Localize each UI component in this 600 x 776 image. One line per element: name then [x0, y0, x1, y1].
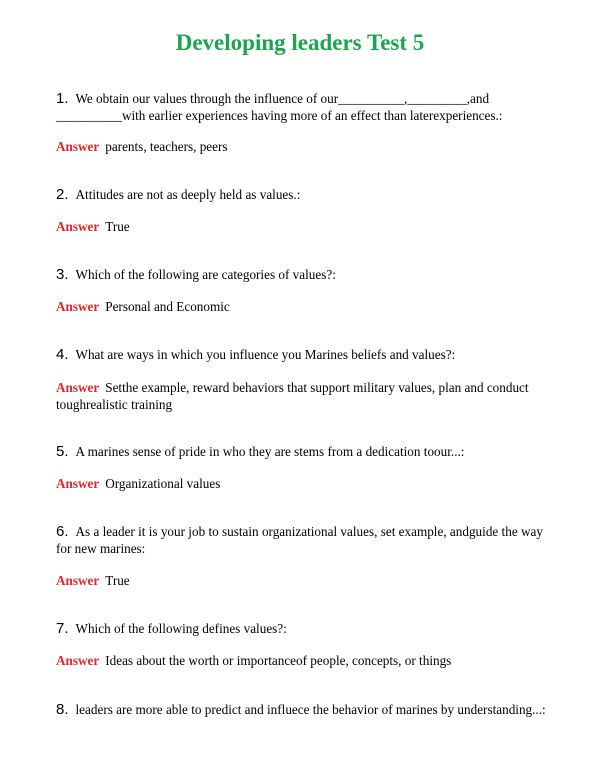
question-number: 4.	[56, 346, 69, 363]
answer-text: Organizational values	[105, 476, 221, 491]
answer-label: Answer	[56, 476, 100, 491]
question-2	[56, 186, 556, 203]
question-number: 6.	[56, 523, 69, 540]
answer-label: Answer	[56, 299, 100, 314]
answer-text: parents, teachers, peers	[105, 139, 228, 154]
answer-text: Personal and Economic	[105, 299, 230, 314]
answer-text: Setthe example, reward behaviors that support military values, plan and conduct toughrealistic training	[56, 380, 529, 412]
answer-label: Answer	[56, 139, 100, 154]
question-number: 8.	[56, 701, 69, 718]
answer-label: Answer	[56, 653, 100, 668]
answer-label: Answer	[56, 219, 100, 234]
question-number: 5.	[56, 443, 69, 460]
question-8	[56, 701, 556, 718]
answer-label: Answer	[56, 573, 100, 588]
answer-2	[56, 218, 556, 235]
question-number: 1.	[56, 90, 69, 107]
question-5	[56, 443, 556, 460]
answer-label: Answer	[56, 380, 100, 395]
question-text: Which of the following defines values?:	[75, 621, 287, 636]
answer-text: Ideas about the worth or importanceof people, concepts, or things	[105, 653, 452, 668]
question-6	[56, 523, 556, 557]
question-text: leaders are more able to predict and influece the behavior of marines by understanding...:	[75, 702, 546, 717]
question-text: What are ways in which you influence you Marines beliefs and values?:	[75, 347, 456, 362]
answer-3	[56, 298, 556, 315]
question-text: We obtain our values through the influence of our__________,_________,and __________with earlier experiences having more of an effect than laterexperiences.:	[56, 91, 503, 123]
answer-text: True	[105, 219, 130, 234]
page-title: Developing leaders Test 5	[175, 30, 425, 55]
question-7	[56, 620, 556, 637]
question-number: 2.	[56, 186, 69, 203]
answer-1	[56, 138, 556, 155]
question-number: 3.	[56, 266, 69, 283]
question-text: Attitudes are not as deeply held as values.:	[75, 187, 301, 202]
question-text: A marines sense of pride in who they are stems from a dedication toour...:	[75, 444, 465, 459]
question-1	[56, 90, 556, 124]
answer-7	[56, 652, 556, 669]
answer-6	[56, 572, 556, 589]
answer-text: True	[105, 573, 130, 588]
question-text: Which of the following are categories of values?:	[75, 267, 336, 282]
answer-4	[56, 379, 556, 413]
question-3	[56, 266, 556, 283]
question-text: As a leader it is your job to sustain organizational values, set example, andguide the way for new marines:	[56, 524, 543, 556]
question-4	[56, 346, 556, 363]
answer-5	[56, 475, 556, 492]
question-number: 7.	[56, 620, 69, 637]
